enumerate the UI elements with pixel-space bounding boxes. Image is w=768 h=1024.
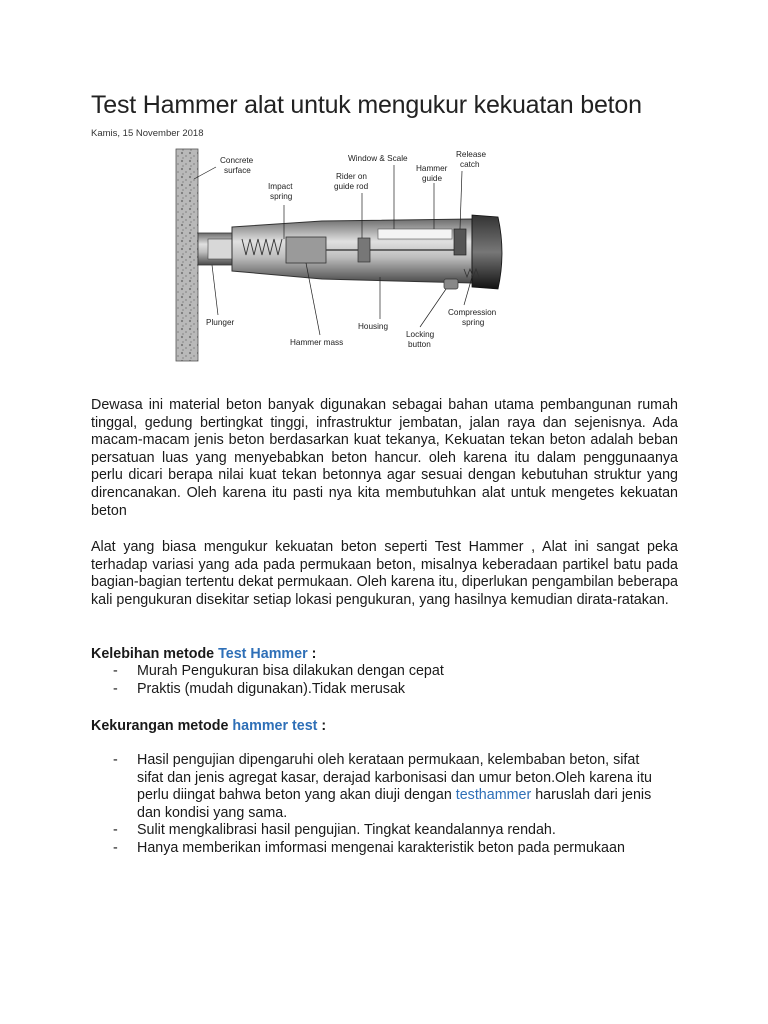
publish-date: Kamis, 15 November 2018 [91,128,204,139]
list-item: - Murah Pengukuran bisa dilakukan dengan cepat [113,663,444,679]
label-plunger: Plunger [206,318,235,327]
list-item: - Hasil pengujian dipengaruhi oleh kerataan permukaan, kelembaban beton, sifat sifat dan jenis agregat kasar, derajad karbonisasi dan umur beton.Oleh karena itu perlu diingat bahwa beton yang akan diuji dengan testhammer haruslah dari jenis dan kondisi yang sama. [113,752,653,821]
paragraph-intro: Dewasa ini material beton banyak digunakan sebagai bahan utama pembangunan rumah tinggal, gedung bertingkat tinggi, infrastruktur jembatan, jalan raya dan sejenisnya. Ada macam-macam jenis beton berdasarkan kuat tekanya, Kekuatan tekan beton adalah beban persatuan luas yang menyebabkan beton hancur. oleh karena itu dalam penggunaanya perlu dicari berapa nilai kuat tekan betonnya agar sesuai dengan kebutuhan struktur yang direncanakan. Oleh karena itu pasti nya kita membutuhkan alat untuk mengetes kekuatan beton [91,397,678,519]
locking-button [444,279,458,289]
list-item: - Hanya memberikan imformasi mengenai karakteristik beton pada permukaan [113,839,625,856]
svg-text:guide: guide [422,174,443,183]
label-impact-spring: Impact [268,182,293,191]
label-release-catch: Release [456,150,487,159]
label-housing: Housing [358,322,389,331]
svg-text:guide rod: guide rod [334,182,369,191]
svg-text:spring: spring [462,318,485,327]
svg-text:catch: catch [460,160,480,169]
link-testhammer[interactable]: testhammer [455,787,532,804]
paragraph-tool-description: Alat yang biasa mengukur kekuatan beton seperti Test Hammer , Alat ini sangat peka terhadap variasi yang ada pada permukaan beton, misalnya keberadaan partikel batu pada bagian-bagian tertentu dekat permukaan. Oleh karena itu, diperlukan pengambilan beberapa kali pengukuran disekitar setiap lokasi pengukuran, yang hasilnya kemudian dirata-ratakan. [91,539,678,608]
label-locking-button: Locking [406,330,435,339]
svg-text:surface: surface [224,166,251,175]
label-compression-spring: Compression [448,308,497,317]
end-cap [472,215,502,289]
page-title: Test Hammer alat untuk mengukur kekuatan beton [91,91,642,119]
label-rider-on-guide-rod: Rider on [336,172,367,181]
heading-kelebihan: Kelebihan metode Test Hammer : [91,646,317,662]
list-item: - Praktis (mudah digunakan).Tidak merusak [113,680,406,697]
heading-kekurangan: Kekurangan metode hammer test : [91,718,327,734]
label-concrete-surface: Concrete [220,156,254,165]
label-window-scale: Window & Scale [348,154,408,163]
list-kelebihan [91,663,678,698]
svg-text:spring: spring [270,192,293,201]
link-hammer-test[interactable]: hammer test [232,718,318,734]
label-hammer-mass: Hammer mass [290,338,344,347]
concrete-block [176,149,198,361]
svg-text:button: button [408,340,431,349]
housing [232,219,472,283]
label-hammer-guide: Hammer [416,164,448,173]
link-test-hammer[interactable]: Test Hammer [218,646,308,662]
hammer-mass [286,237,326,263]
list-item: - Sulit mengkalibrasi hasil pengujian. Tingkat keandalannya rendah. [113,822,556,839]
test-hammer-diagram [172,143,532,365]
list-kekurangan [91,752,678,858]
